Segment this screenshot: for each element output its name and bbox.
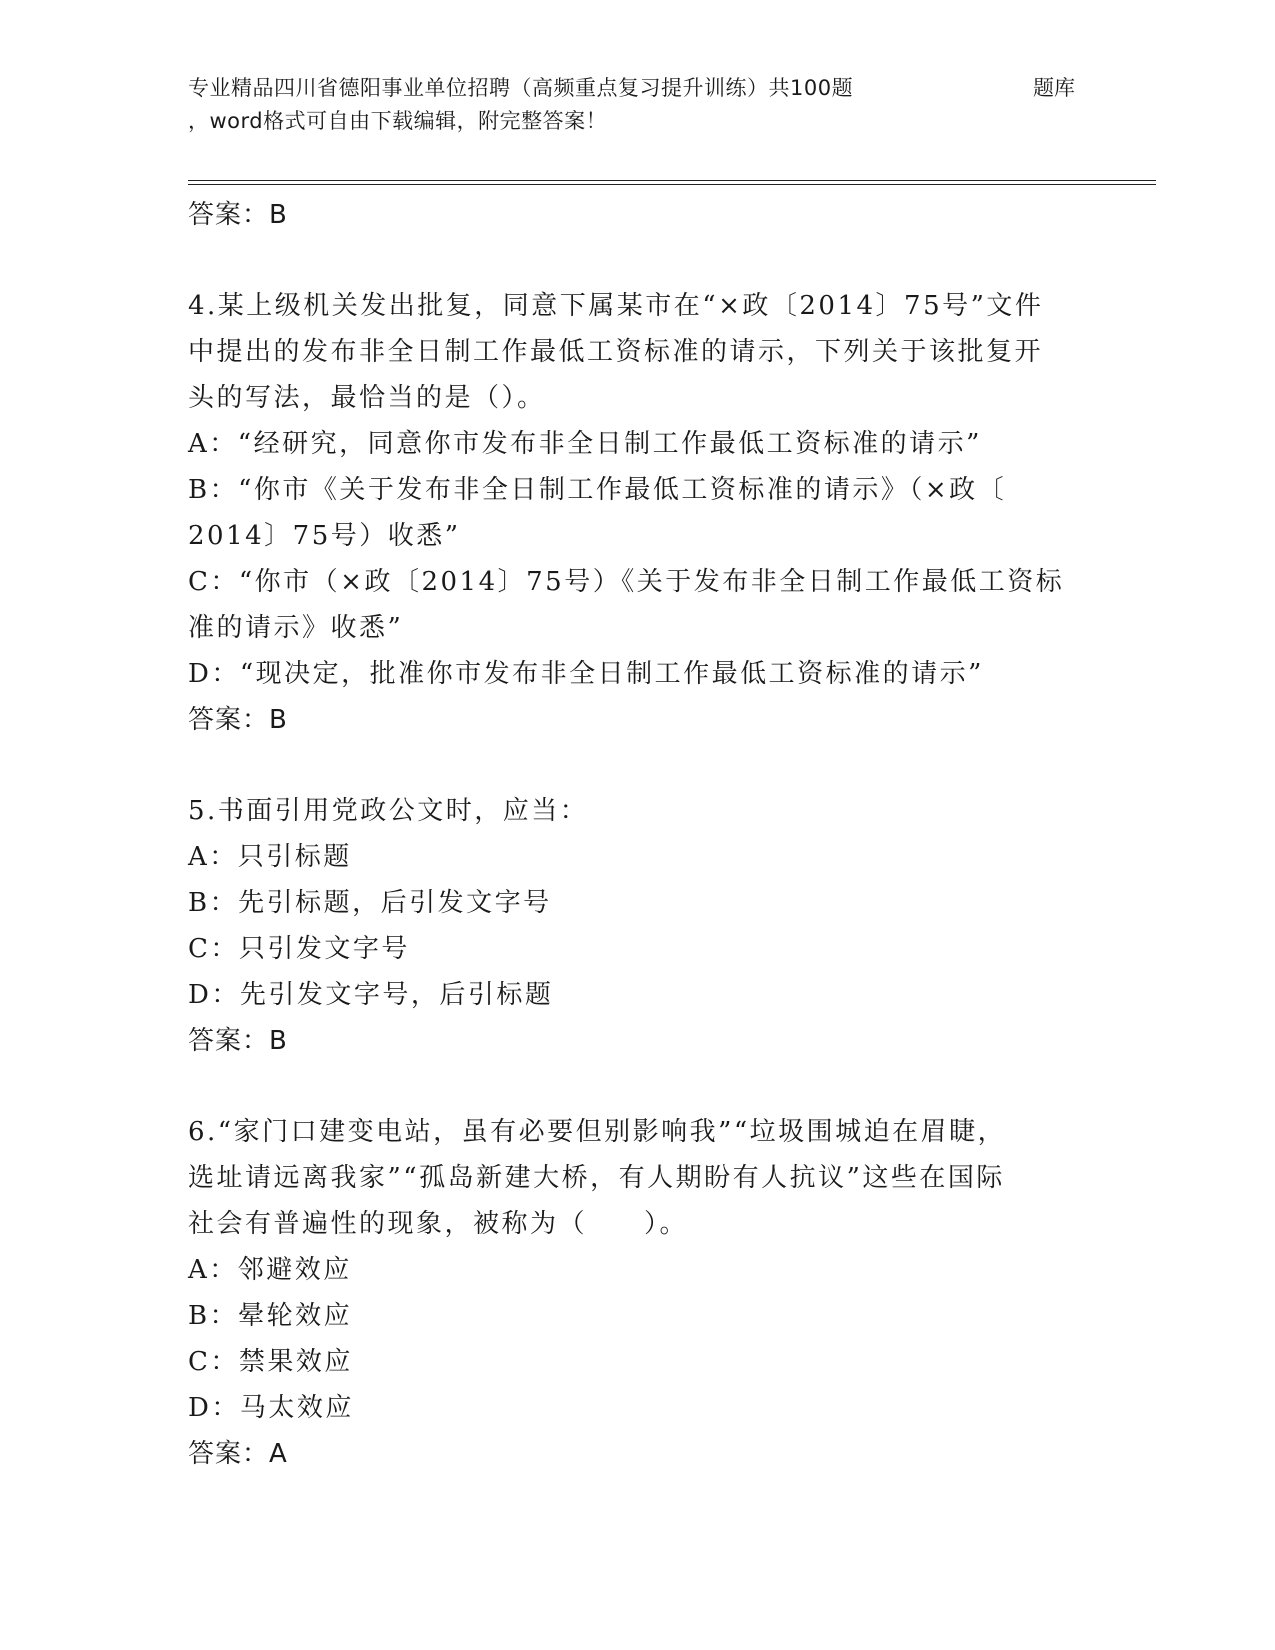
header-subtitle: ，word格式可自由下载编辑，附完整答案！ xyxy=(188,109,608,133)
option-a: A：只引标题 xyxy=(188,842,352,872)
option-d: D：先引发文字号，后引标题 xyxy=(188,980,554,1010)
question-text-line: 4.某上级机关发出批复，同意下属某市在“×政〔2014〕75号”文件 xyxy=(188,291,1044,321)
option-c: C：禁果效应 xyxy=(188,1347,353,1377)
question-block-6 xyxy=(188,1109,1088,1477)
option-a: A：“经研究，同意你市发布非全日制工作最低工资标准的请示” xyxy=(188,429,982,459)
option-b: B：晕轮效应 xyxy=(188,1301,353,1331)
option-b: B：先引标题，后引发文字号 xyxy=(188,888,552,918)
answer-line: 答案：B xyxy=(188,705,288,735)
option-a: A：邻避效应 xyxy=(188,1255,352,1285)
answer-line: 答案：B xyxy=(188,200,288,230)
header-title: 专业精品四川省德阳事业单位招聘（高频重点复习提升训练）共100题 xyxy=(188,76,854,100)
option-c: C：只引发文字号 xyxy=(188,934,410,964)
question-text-line: 选址请远离我家”“孤岛新建大桥，有人期盼有人抗议”这些在国际 xyxy=(188,1163,1005,1193)
answer-line: 答案：A xyxy=(188,1439,288,1469)
spacer xyxy=(188,1064,1088,1109)
option-c-continued: 准的请示》收悉” xyxy=(188,613,404,643)
option-c: C：“你市（×政〔2014〕75号）《关于发布非全日制工作最低工资标 xyxy=(188,567,1065,597)
page-header xyxy=(188,72,1088,138)
question-text-line: 5.书面引用党政公文时，应当： xyxy=(188,796,589,826)
document-body xyxy=(188,192,1088,1477)
option-b-continued: 2014〕75号）收悉” xyxy=(188,521,461,551)
answer-line: 答案：B xyxy=(188,1026,288,1056)
option-d: D：马太效应 xyxy=(188,1393,354,1423)
header-rule-top xyxy=(188,180,1156,181)
option-b: B：“你市《关于发布非全日制工作最低工资标准的请示》（×政〔 xyxy=(188,475,1007,505)
question-text-line: 头的写法，最恰当的是（）。 xyxy=(188,383,546,413)
spacer xyxy=(188,743,1088,788)
header-rule-bottom xyxy=(188,184,1156,185)
header-tag: 题库 xyxy=(1033,76,1075,100)
question-text-line: 社会有普遍性的现象，被称为（ ）。 xyxy=(188,1209,689,1239)
question-block-5 xyxy=(188,788,1088,1064)
question-text-line: 6.“家门口建变电站，虽有必要但别影响我”“垃圾围城迫在眉睫， xyxy=(188,1117,1007,1147)
option-d: D：“现决定，批准你市发布非全日制工作最低工资标准的请示” xyxy=(188,659,984,689)
question-text-line: 中提出的发布非全日制工作最低工资标准的请示，下列关于该批复开 xyxy=(188,337,1044,367)
spacer xyxy=(188,238,1088,283)
header-first-line xyxy=(188,72,1088,105)
question-block-4 xyxy=(188,283,1088,743)
